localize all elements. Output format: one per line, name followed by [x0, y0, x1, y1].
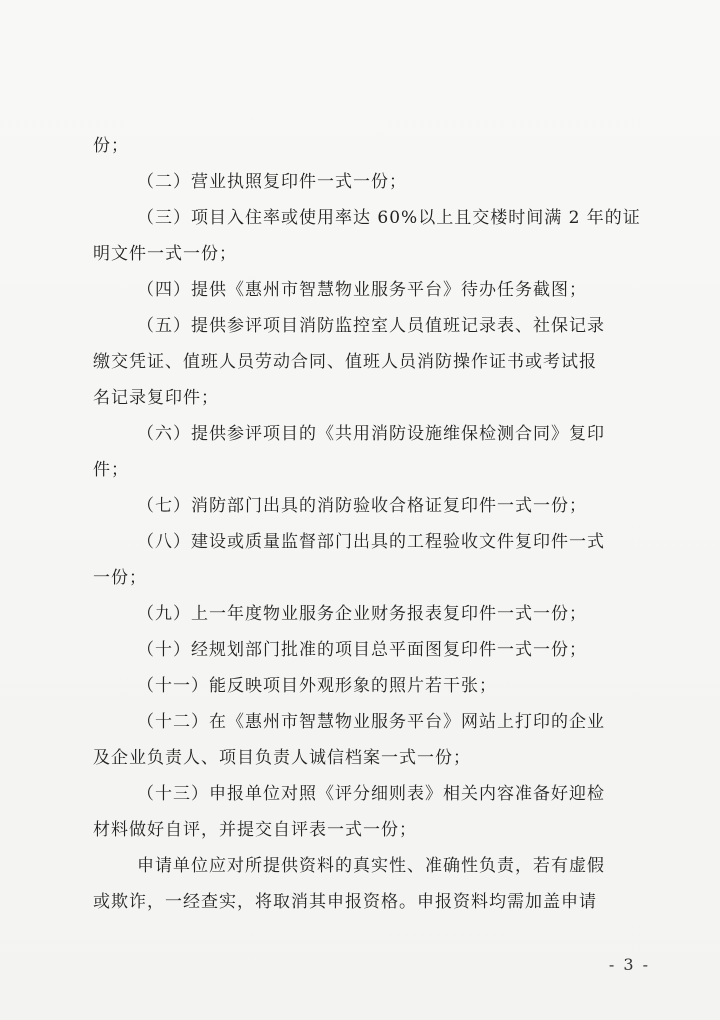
- text-line: 名记录复印件；: [93, 388, 219, 408]
- text-line: （五）提供参评项目消防监控室人员值班记录表、社保记录: [137, 316, 605, 336]
- text-line: 份；: [93, 136, 129, 156]
- text-line: 及企业负责人、项目负责人诚信档案一式一份；: [93, 748, 471, 768]
- text-line: 缴交凭证、值班人员劳动合同、值班人员消防操作证书或考试报: [93, 352, 597, 372]
- text-line: （七）消防部门出具的消防验收合格证复印件一式一份；: [137, 496, 587, 516]
- text-line: （十二）在《惠州市智慧物业服务平台》网站上打印的企业: [137, 712, 605, 732]
- text-line: 件；: [93, 460, 129, 480]
- text-line: 材料做好自评，并提交自评表一式一份；: [93, 820, 417, 840]
- text-line: （十一）能反映项目外观形象的照片若干张；: [137, 676, 497, 696]
- document-body: [93, 128, 653, 920]
- text-line: （十）经规划部门批准的项目总平面图复印件一式一份；: [137, 640, 587, 660]
- text-line: （六）提供参评项目的《共用消防设施维保检测合同》复印: [137, 424, 605, 444]
- text-line: 一份；: [93, 568, 147, 588]
- text-line: 明文件一式一份；: [93, 244, 237, 264]
- text-line: （二）营业执照复印件一式一份；: [137, 172, 407, 192]
- text-line: （三）项目入住率或使用率达 60%以上且交楼时间满 2 年的证: [137, 208, 641, 228]
- text-line: （十三）申报单位对照《评分细则表》相关内容准备好迎检: [137, 784, 605, 804]
- text-line: （八）建设或质量监督部门出具的工程验收文件复印件一式: [137, 532, 605, 552]
- page-number: - 3 -: [608, 955, 650, 974]
- text-line: 或欺诈，一经查实，将取消其申报资格。申报资料均需加盖申请: [93, 892, 597, 912]
- text-line: （九）上一年度物业服务企业财务报表复印件一式一份；: [137, 604, 587, 624]
- text-line: （四）提供《惠州市智慧物业服务平台》待办任务截图；: [137, 280, 587, 300]
- text-line: 申请单位应对所提供资料的真实性、准确性负责，若有虚假: [137, 856, 605, 876]
